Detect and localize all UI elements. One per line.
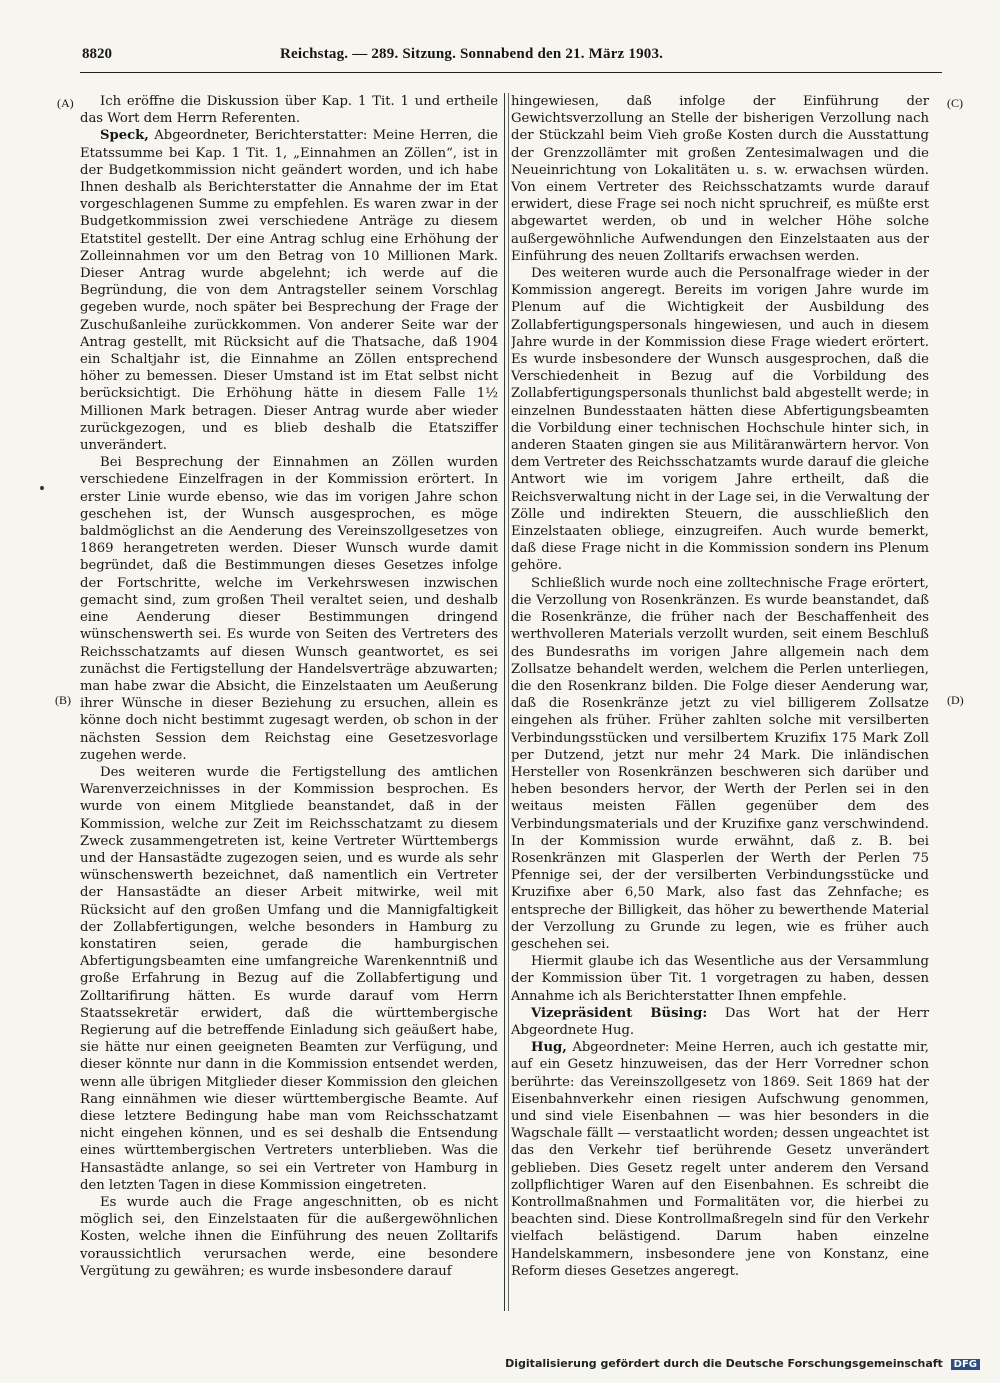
right-column: [511, 93, 929, 1311]
speech-text: Abgeordneter, Berichterstatter: Meine Herren, die Etatssumme bei Kap. 1 Tit. 1, „Einnahmen an Zöllen“, ist in der Budgetkommission nicht geändert worden, und ich habe Ihnen deshalb als Berichterstatter die Annahme der im Etat vorgeschlagenen Summe zu empfehlen. Es waren zwar in der Budgetkommission zwei verschiedene Anträge zu diesem Etatstitel gestellt. Der eine Antrag schlug eine Erhöhung der Zolleinnahmen vor um den Betrag von 10 Millionen Mark. Dieser Antrag wurde abgelehnt; ich werde auf die Begründung, die von dem Antragsteller seinem Vorschlag gegeben wurde, noch später bei Besprechung der Frage der Zuschußanleihe zurückkommen. Von anderer Seite war der Antrag gestellt, mit Rücksicht auf die Thatsache, daß 1904 ein Schaltjahr ist, die Einnahme an Zöllen entsprechend höher zu bemessen. Dieser Umstand ist im Etat selbst nicht berücksichtigt. Die Erhöhung hätte in diesem Falle 1½ Millionen Mark betragen. Dieser Antrag wurde aber wieder zurückgezogen, und es blieb deshalb die Etatsziffer unverändert.: [80, 128, 498, 454]
paragraph: [511, 1005, 929, 1039]
column-separator: [504, 93, 505, 1311]
paragraph: [511, 1039, 929, 1280]
paragraph: Schließlich wurde noch eine zolltechnische Frage erörtert, die Verzollung von Rosenkränzen. Es wurde beanstandet, daß die Rosenkränze, die früher nach der Beschaffenheit des werthvolleren Materials verzollt wurden, seit einem Beschluß des Bundesraths im vorigen Jahre allgemein nach dem Zollsatze behandelt werden, welchem die Perlen unterliegen, die den Rosenkranz bilden. Die Folge dieser Aenderung war, daß die Rosenkränze jetzt zu viel billigerem Zollsatze eingehen als früher. Früher zahlten solche mit versilberten Verbindungsstücken und versilbertem Kruzifix 175 Mark Zoll per Dutzend, jetzt nur mehr 24 Mark. Die inländischen Hersteller von Rosenkränzen beschweren sich darüber und heben besonders hervor, der Werth der Perlen sei in den weitaus meisten Fällen gegenüber dem des Verbindungsmaterials und der Kruzifixe ganz verschwindend. In der Kommission wurde erwähnt, daß z. B. bei Rosenkränzen mit Glasperlen der Werth der Perlen 75 Pfennige sei, der der versilberten Verbindungsstücke und Kruzifixe aber 6,50 Mark, also fast das Zehnfache; es entspreche der Billigkeit, das höher zu bewerthende Material der Verzollung zu Grunde zu legen, wie es früher auch geschehen sei.: [511, 575, 929, 952]
margin-marker-d: (D): [947, 693, 964, 707]
margin-marker-a: (A): [57, 96, 74, 110]
paragraph: Des weiteren wurde auch die Personalfrage wieder in der Kommission angeregt. Bereits im vorigen Jahre wurde im Plenum auf die Wichtigkeit der Ausbildung des Zollabfertigungspersonals hingewiesen, und auch in diesem Jahre wurde in der Kommission diese Frage wiedert erörtert. Es wurde insbesondere der Wunsch ausgesprochen, daß die Verschiedenheit in Bezug auf die Vorbildung des Zollabfertigungspersonals thunlichst bald abgestellt werde; in einzelnen Bundesstaaten hätten diese Abfertigungsbeamten die Vorbildung einer technischen Hochschule hinter sich, in anderen Staaten gingen sie aus Militäranwärtern hervor. Von dem Vertreter des Reichsschatzamts wurde darauf die gleiche Antwort wie im vorigem Jahre ertheilt, daß die Reichsverwaltung nicht in der Lage sei, in die Verwaltung der Zölle und indirekten Steuern, die ausschließlich den Einzelstaaten obliege, einzugreifen. Auch wurde bemerkt, daß diese Frage nicht in die Kommission sondern ins Plenum gehöre.: [511, 266, 929, 574]
column-separator-thin: [508, 93, 509, 1311]
margin-marker-b: (B): [55, 693, 71, 707]
paragraph: hingewiesen, daß infolge der Einführung der Gewichtsverzollung an Stelle der bisherigen Verzollung nach der Stückzahl beim Vieh große Kosten durch die Ausstattung der Grenzzollämter mit großen Zentesimalwagen und die Neueinrichtung von Lokalitäten u. s. w. erwachsen würden. Von einem Vertreter des Reichsschatzamts wurde darauf erwidert, diese Frage sei noch nicht spruchreif, es müßte erst abgewartet werden, ob und in welcher Höhe solche außergewöhnliche Aufwendungen den Einzelstaaten aus der Einführung des neuen Zolltarifs erwachsen werden.: [511, 94, 929, 264]
speaker-name: Speck,: [100, 128, 149, 144]
paragraph: Bei Besprechung der Einnahmen an Zöllen wurden verschiedene Einzelfragen in der Kommission erörtert. In erster Linie wurde ebenso, wie das im vorigen Jahre schon geschehen ist, der Wunsch ausgesprochen, es möge baldmöglichst an die Aenderung des Vereinszollgesetzes von 1869 herangetreten werden. Dieser Wunsch wurde damit begründet, daß die Bestimmungen dieses Gesetzes infolge der Fortschritte, welche im Verkehrswesen inzwischen gemacht sind, zum großen Theil veraltet seien, und deshalb eine Aenderung dieser Bestimmungen dringend wünschenswerth sei. Es wurde von Seiten des Vertreters des Reichsschatzamts auf diesen Wunsch geantwortet, es sei zunächst die Fertigstellung der Handelsverträge abzuwarten; man habe zwar die Absicht, die Einzelstaaten um Aeußerung ihrer Wünsche in dieser Beziehung zu ersuchen, allein es könne doch nicht bestimmt zugesagt werden, ob schon in der nächsten Session dem Reichstag eine Gesetzesvorlage zugehen werde.: [80, 455, 498, 763]
page-header: [80, 46, 940, 70]
footer-text: Digitalisierung gefördert durch die Deutsche Forschungsgemeinschaft: [505, 1357, 943, 1370]
speech-text: Das Wort hat der Herr Abgeordnete Hug.: [511, 1005, 929, 1038]
paragraph: [80, 127, 498, 454]
header-rule: [80, 72, 942, 73]
speaker-name: Hug,: [531, 1040, 567, 1056]
digitization-footer: [505, 1357, 980, 1370]
running-title: Reichstag. — 289. Sitzung. Sonnabend den 21. März 1903.: [280, 46, 664, 62]
paragraph: Hiermit glaube ich das Wesentliche aus der Versammlung der Kommission über Tit. 1 vorgetragen zu haben, dessen Annahme ich als Berichterstatter Ihnen empfehle.: [511, 954, 929, 1004]
paragraph: Ich eröffne die Diskussion über Kap. 1 Tit. 1 und ertheile das Wort dem Herrn Referenten.: [80, 94, 498, 127]
left-column: [80, 93, 498, 1311]
page-number: 8820: [82, 46, 112, 62]
paragraph: Des weiteren wurde die Fertigstellung des amtlichen Warenverzeichnisses in der Kommission besprochen. Es wurde von einem Mitgliede beanstandet, daß in der Kommission, welche zur Zeit im Reichsschatzamt zu diesem Zweck zusammengetreten ist, keine Vertreter Württembergs und der Hansastädte zugezogen seien, und es wurde als sehr wünschenswerth bezeichnet, daß namentlich ein Vertreter der Hansastädte an dieser Arbeit mitwirke, weil mit Rücksicht auf den großen Umfang und die Mannigfaltigkeit der Zollabfertigungen, welche besonders in Hamburg zu konstatiren seien, gerade die hamburgischen Abfertigungsbeamten eine umfangreiche Warenkenntniß und große Erfahrung in Bezug auf die Zollabfertigung und Zolltarifirung hätten. Es wurde darauf vom Herrn Staatssekretär erwidert, daß die württembergische Regierung auf die betreffende Einladung sich geäußert habe, sie hätte nur einen geeigneten Beamten zur Verfügung, und dieser könnte nur dann in die Kommission entsendet werden, wenn alle übrigen Mitglieder dieser Kommission den gleichen Rang einnähmen wie dieser württembergische Beamte. Auf diese letztere Bedingung habe man vom Reichsschatzamt nicht eingehen können, und es sei deshalb die Entsendung eines württembergischen Vertreters unterblieben. Was die Hansastädte anlange, so sei ein Vertreter von Hamburg in den letzten Tagen in diese Kommission eingetreten.: [80, 764, 498, 1193]
speech-text: Abgeordneter: Meine Herren, auch ich gestatte mir, auf ein Gesetz hinzuweisen, das der Herr Vorredner schon berührte: das Vereinszollgesetz von 1869. Seit 1869 hat der Eisenbahnverkehr einen riesigen Aufschwung genommen, und sind viele Eisenbahnen — was hier besonders in die Wagschale fällt — verstaatlicht worden; dessen ungeachtet ist das den Verkehr tief berührende Gesetz unverändert geblieben. Dies Gesetz regelt unter anderem den Versand zollpflichtiger Waren auf den Eisenbahnen. Es schreibt die Kontrollmaßnahmen und Formalitäten vor, die hierbei zu beachten sind. Diese Kontrollmaßregeln sind für den Verkehr vielfach belästigend. Darum haben einzelne Handelskammern, insbesondere jene von Konstanz, eine Reform dieses Gesetzes angeregt.: [511, 1040, 929, 1279]
margin-dot: [40, 486, 44, 490]
paragraph: Es wurde auch die Frage angeschnitten, ob es nicht möglich sei, den Einzelstaaten für die außergewöhnlichen Kosten, welche ihnen die Einführung des neuen Zolltarifs voraussichtlich verursachen werde, eine besondere Vergütung zu gewähren; es wurde insbesondere darauf: [80, 1195, 498, 1279]
speaker-name: Vizepräsident Büsing:: [531, 1005, 708, 1021]
margin-marker-c: (C): [947, 96, 963, 110]
dfg-logo: DFG: [951, 1359, 980, 1370]
